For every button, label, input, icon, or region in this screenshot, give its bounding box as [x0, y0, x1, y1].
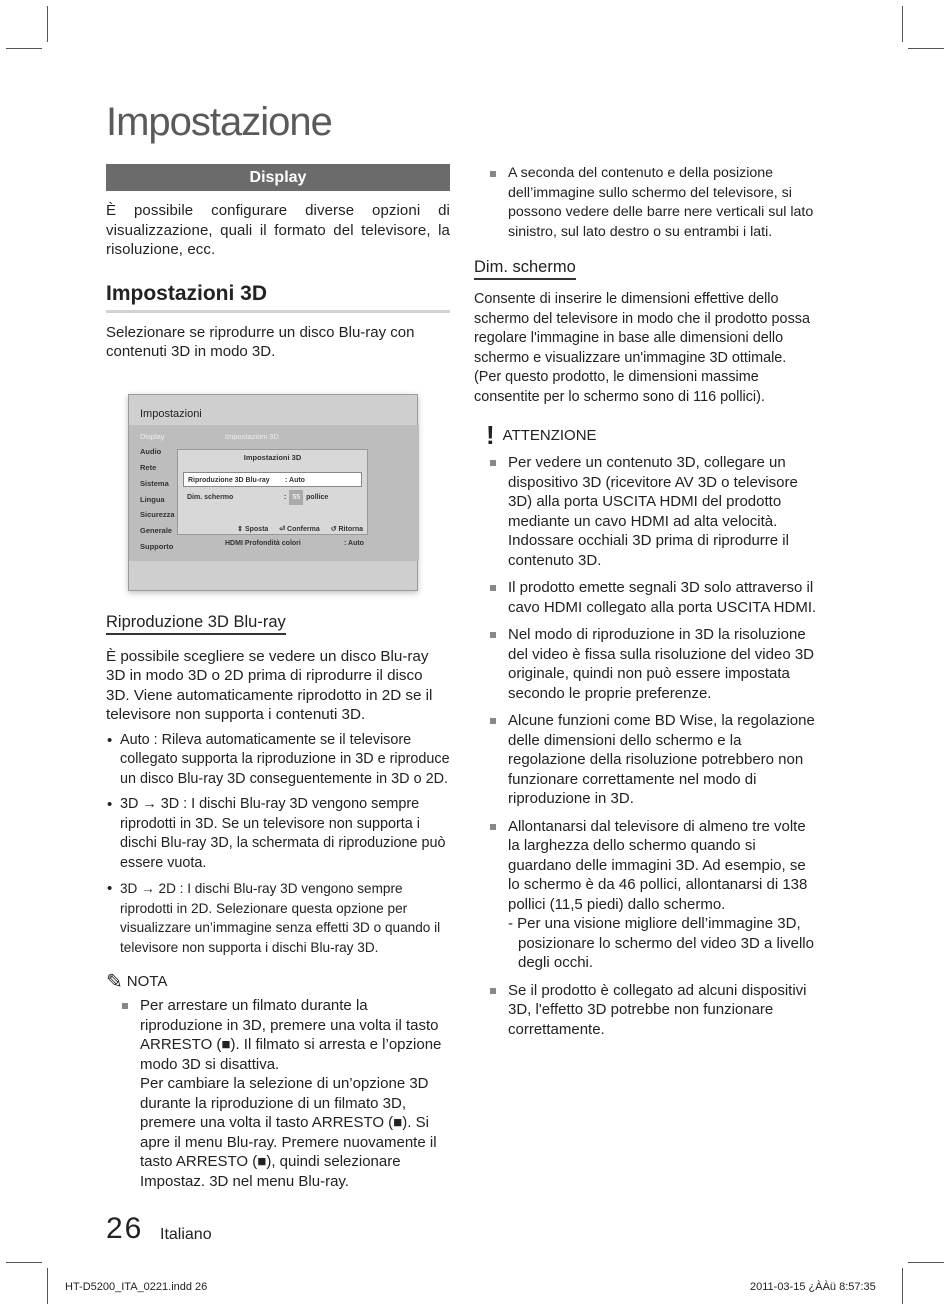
- mode-text: : Rileva automaticamente se il televisore collegato supporta la riproduzione in 3D e riproduce un disco Blu-ray 3D conseguentemente in 3D o 2D.: [120, 731, 450, 787]
- note-text: (■). Si apre il menu Blu-ray. Premere nuovamente il tasto: [140, 1114, 437, 1170]
- screen-size-unit: pollice: [306, 493, 329, 501]
- list-item: A seconda del contenuto e della posizione dell’immagine sullo schermo del televisore, si possono vedere delle barre nere verticali sul lato sinistro, sul lato destro o su entrambi i lati.: [474, 164, 818, 242]
- top-note-list: [474, 164, 818, 242]
- impostazioni-3d-text: Selezionare se riprodurre un disco Blu-ray con contenuti 3D in modo 3D.: [106, 323, 415, 360]
- popup-footer: [228, 525, 363, 533]
- attention-subitem-cont: posizionare lo schermo del video 3D a livello degli occhi.: [518, 934, 814, 971]
- list-item: [106, 795, 450, 873]
- menu-item-lingua[interactable]: Lingua: [140, 494, 165, 504]
- left-column: [106, 164, 450, 1191]
- move-hint: ⇕ Sposta: [237, 525, 269, 533]
- mode-key: Auto: [120, 731, 150, 748]
- crop-mark: [908, 48, 944, 49]
- heading-riproduzione-3d: Riproduzione 3D Blu-ray: [106, 613, 286, 635]
- note-text: Per arrestare un filmato durante la riproduzione in 3D, premere una volta il tasto: [140, 997, 439, 1034]
- crop-mark: [902, 1268, 903, 1304]
- settings-screenshot: [128, 394, 418, 591]
- list-item: Nel modo di riproduzione in 3D la risoluzione del video è fissa sulla risoluzione del video 3D originale, quindi non può essere impostata secondo le proprie preferenze.: [474, 625, 818, 703]
- note-key: ARRESTO: [175, 1153, 249, 1170]
- popup-row-colon: :: [284, 493, 287, 501]
- menu-item-display[interactable]: Display: [140, 431, 165, 441]
- list-item: [106, 996, 450, 1191]
- popup-row-label: Dim. schermo: [187, 493, 234, 501]
- menu-item-audio[interactable]: Audio: [140, 447, 162, 457]
- return-hint: ↺ Ritorna: [330, 525, 363, 533]
- dim-schermo-note: (Per questo prodotto, le dimensioni massime consentite per lo schermo sono di 116 pollici).: [474, 369, 765, 405]
- list-item: [106, 731, 450, 790]
- pencil-icon: ✎: [106, 970, 123, 993]
- riproduzione-3d-text: È possibile scegliere se vedere un disco Blu-ray 3D in modo 3D o 2D prima di riprodurre il disco 3D. Viene automaticamente riprodotto in 2D se il televisore non supporta i contenuti 3D.: [106, 647, 433, 723]
- popup-row-value: : Auto: [285, 476, 305, 484]
- attention-label: ATTENZIONE: [502, 426, 597, 444]
- list-item: Per vedere un contenuto 3D, collegare un dispositivo 3D (ricevitore AV 3D o televisore 3D) alla porta USCITA HDMI del prodotto mediante un cavo HDMI ad alta velocità. Indossare occhiali 3D prima di riprodurre il contenuto 3D.: [474, 453, 818, 570]
- mode-key: 3D → 3D: [120, 796, 180, 812]
- list-item: Alcune funzioni come BD Wise, la regolazione delle dimensioni dello schermo e la regolazione della risoluzione potrebbero non funzionare correttamente nel modo di riproduzione in 3D.: [474, 711, 818, 809]
- popup-row-label: Riproduzione 3D Blu-ray: [188, 476, 270, 484]
- heading-impostazioni-3d: Impostazioni 3D: [106, 282, 450, 313]
- crop-mark: [47, 6, 48, 42]
- hdmi-depth-label: HDMI Profondità colori: [225, 539, 301, 547]
- list-item: [106, 879, 450, 957]
- crop-mark: [902, 6, 903, 42]
- popup-row-screen-size[interactable]: [183, 490, 362, 505]
- crop-mark: [6, 1262, 42, 1263]
- menu-item-generale[interactable]: Generale: [140, 526, 173, 536]
- mode-list: [106, 731, 450, 958]
- note-key: ARRESTO: [140, 1036, 213, 1053]
- note-label: NOTA: [126, 973, 168, 990]
- list-item: Il prodotto emette segnali 3D solo attraverso il cavo HDMI collegato alla porta USCITA HDMI.: [474, 578, 818, 617]
- menu-item-sistema[interactable]: Sistema: [140, 478, 169, 488]
- menu-item-supporto[interactable]: Supporto: [140, 542, 174, 552]
- list-item: [474, 817, 818, 973]
- popup-row-bluray-3d[interactable]: [183, 472, 362, 487]
- slug-left: HT-D5200_ITA_0221.indd 26: [65, 1281, 208, 1293]
- list-item: Se il prodotto è collegato ad alcuni dispositivi 3D, l'effetto 3D potrebbe non funzionare correttamente.: [474, 981, 818, 1040]
- slug-right: 2011-03-15 ¿ÀÀü 8:57:35: [750, 1281, 876, 1293]
- confirm-hint: ⏎ Conferma: [279, 525, 320, 533]
- heading-dim-schermo: Dim. schermo: [474, 258, 576, 280]
- mode-text: : I dischi Blu-ray 3D vengono sempre riprodotti in 2D. Selezionare questa opzione per visualizzare un’immagine senza effetti 3D o quando il televisore non supporta i dischi Blu-ray 3D.: [120, 881, 441, 955]
- page-language: Italiano: [160, 1226, 212, 1243]
- screen-size-number[interactable]: 55: [289, 490, 303, 505]
- screenshot-header: Impostazioni 3D: [225, 431, 279, 441]
- page-title: Impostazione: [106, 100, 332, 144]
- section-bar-display: Display: [106, 164, 450, 191]
- page-number: 26: [106, 1212, 144, 1245]
- exclamation-icon: !: [486, 420, 495, 450]
- hdmi-depth-value: : Auto: [344, 539, 364, 547]
- note-key: ARRESTO: [311, 1114, 385, 1131]
- attention-heading: [474, 420, 818, 450]
- screenshot-title: Impostazioni: [140, 407, 202, 420]
- attention-subitem: - Per una visione migliore dell’immagine 3D,: [508, 915, 801, 932]
- screenshot-menu: [140, 429, 175, 555]
- crop-mark: [908, 1262, 944, 1263]
- attention-text: Allontanarsi dal televisore di almeno tre volte la larghezza dello schermo quando si guardano delle immagini 3D. Ad esempio, se lo schermo è da 46 pollici, allontanarsi di 138 pollici (11,5 piedi) dallo schermo.: [508, 817, 808, 913]
- settings-popup: [177, 449, 368, 535]
- menu-item-sicurezza[interactable]: Sicurezza: [140, 510, 175, 520]
- note-text: (■). Il filmato si arresta e l’opzione modo 3D si disattiva.: [140, 1036, 442, 1073]
- right-column: [474, 164, 818, 1039]
- note-heading: [106, 970, 450, 993]
- crop-mark: [47, 1268, 48, 1304]
- mode-key: 3D → 2D: [120, 881, 176, 896]
- mode-text: : I dischi Blu-ray 3D vengono sempre riprodotti in 3D. Se un televisore non supporta i dischi Blu-ray 3D, la schermata di riproduzione può essere vuota.: [120, 796, 446, 871]
- attention-list: [474, 453, 818, 1039]
- crop-mark: [6, 48, 42, 49]
- note-text: Per cambiare la selezione di un’opzione 3D durante la riproduzione di un filmato 3D, premere una volta il tasto: [140, 1075, 429, 1131]
- note-list: [106, 996, 450, 1191]
- menu-item-rete[interactable]: Rete: [140, 463, 157, 473]
- note-text: (■), quindi selezionare Impostaz. 3D nel menu Blu-ray.: [140, 1153, 401, 1190]
- dim-schermo-text: Consente di inserire le dimensioni effettive dello schermo del televisore in modo che il prodotto possa regolare l'immagine in base alle dimensioni dello schermo e visualizzare un'immagine 3D ottimale.: [474, 291, 810, 366]
- display-intro: È possibile configurare diverse opzioni di visualizzazione, quali il formato del televisore, la risoluzione, ecc.: [106, 202, 450, 258]
- popup-title: Impostazioni 3D: [243, 452, 302, 462]
